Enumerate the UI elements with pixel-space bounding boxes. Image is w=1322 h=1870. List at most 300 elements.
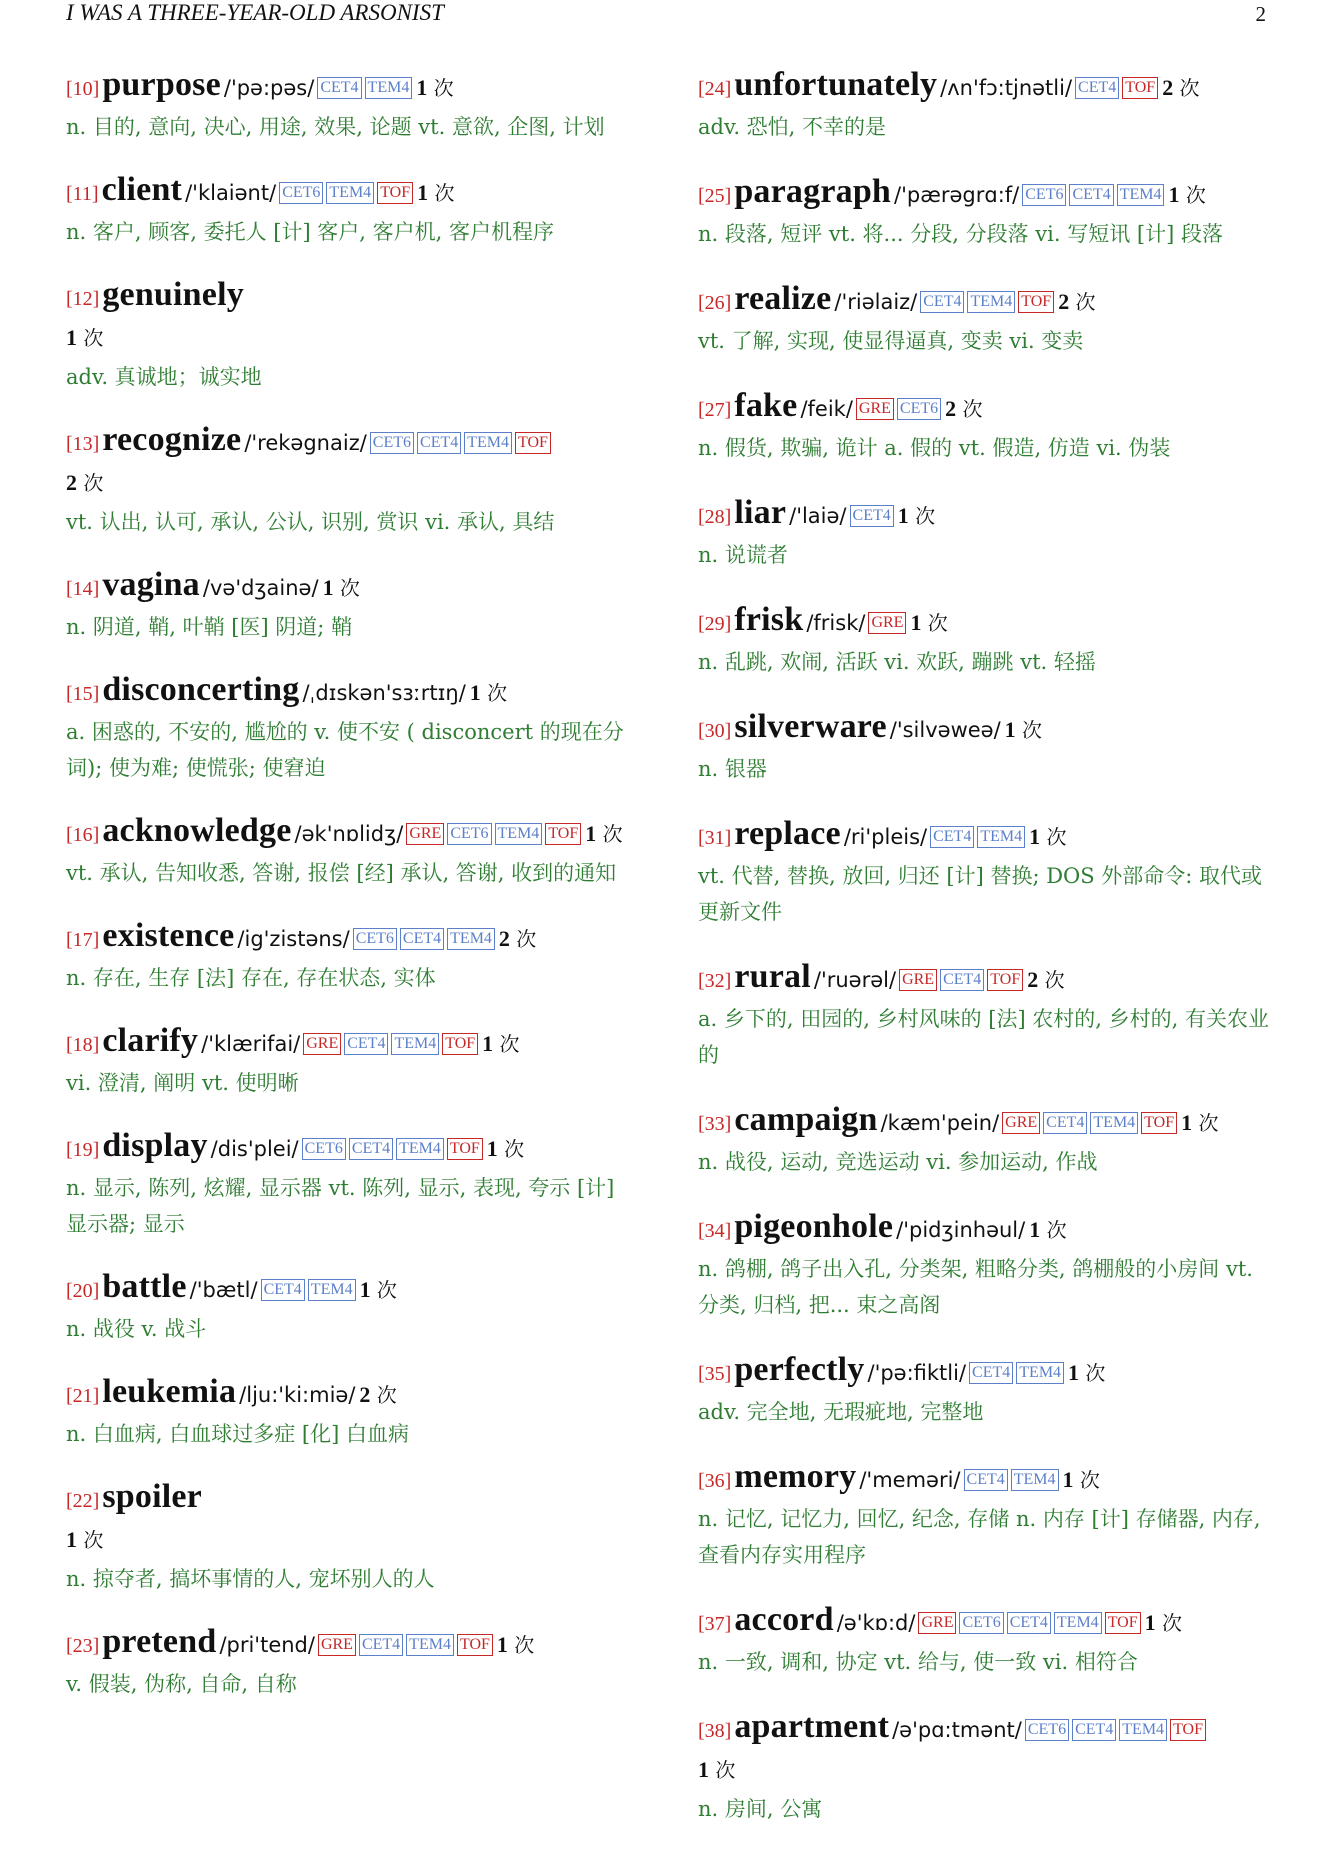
- count-unit: 次: [333, 576, 360, 600]
- count-unit: 次: [77, 1528, 104, 1552]
- occurrence-count: [359, 1383, 396, 1407]
- entry-headline: [66, 276, 636, 319]
- vocab-entry: [66, 812, 636, 891]
- count-unit: 次: [956, 397, 983, 421]
- count-unit: 次: [908, 504, 936, 528]
- entry-headline: [66, 1478, 636, 1521]
- count-unit: 次: [509, 927, 537, 951]
- exam-tag-gre: GRE: [303, 1033, 341, 1055]
- count-unit: 次: [1155, 1611, 1182, 1635]
- headword: acknowledge: [102, 812, 292, 849]
- entry-headline: [698, 1708, 1270, 1751]
- exam-tag-cet4: CET4: [359, 1634, 403, 1656]
- entry-headline: [66, 1127, 636, 1170]
- count-unit: 次: [921, 611, 948, 635]
- vocab-entry: [698, 815, 1270, 930]
- vocab-entry: [698, 1601, 1270, 1680]
- entry-index: [16]: [66, 824, 100, 846]
- entry-headline: [698, 1458, 1270, 1501]
- count-unit: 次: [1173, 76, 1200, 100]
- vocab-entry: [66, 1022, 636, 1101]
- exam-tag-cet6: CET6: [302, 1138, 346, 1160]
- count-number: 1: [698, 1757, 709, 1782]
- count-number: 1: [322, 575, 334, 600]
- exam-tag-tem4: TEM4: [391, 1033, 439, 1055]
- right-column: [698, 66, 1270, 1855]
- entry-headline: [66, 1268, 636, 1311]
- exam-tag-tof: TOF: [457, 1634, 493, 1656]
- pronunciation: /'riəlaiz/: [834, 290, 918, 314]
- entry-headline: [66, 171, 636, 214]
- count-number: 1: [897, 503, 909, 528]
- exam-tag-cet4: CET4: [964, 1469, 1008, 1491]
- vocab-entry: [698, 66, 1270, 145]
- count-number: 1: [585, 821, 597, 846]
- count-number: 2: [498, 926, 510, 951]
- exam-tag-tem4: TEM4: [967, 291, 1015, 313]
- definition: vt. 代替, 替换, 放回, 归还 [计] 替换; DOS 外部命令: 取代或更新文件: [698, 864, 1263, 924]
- exam-tag-cet4: CET4: [1069, 184, 1113, 206]
- pronunciation: /kæm'pein/: [880, 1111, 1000, 1135]
- exam-tag-cet6: CET6: [897, 398, 941, 420]
- exam-tag-tem4: TEM4: [464, 432, 512, 454]
- count-number: 1: [1029, 1217, 1041, 1242]
- pronunciation: /ig'zistəns/: [237, 927, 350, 951]
- occurrence-count: [416, 76, 453, 100]
- vocab-entry: [66, 917, 636, 996]
- vocab-entry: [698, 1208, 1270, 1323]
- occurrence-count: [1027, 968, 1064, 992]
- exam-tag-cet6: CET6: [370, 432, 414, 454]
- exam-tag-tof: TOF: [377, 182, 413, 204]
- exam-tag-tem4: TEM4: [396, 1138, 444, 1160]
- count-unit: 次: [497, 1137, 525, 1161]
- count-unit: 次: [507, 1633, 535, 1657]
- exam-tag-gre: GRE: [1002, 1112, 1040, 1134]
- exam-tag-tof: TOF: [1105, 1612, 1141, 1634]
- pronunciation: /'klærifai/: [201, 1032, 301, 1056]
- exam-tag-tof: TOF: [515, 432, 551, 454]
- vocab-entry: [66, 1373, 636, 1452]
- definition: n. 记忆, 记忆力, 回忆, 纪念, 存储 n. 内存 [计] 存储器, 内存, 查看内存实用程序: [698, 1507, 1261, 1567]
- left-column: [66, 66, 636, 1728]
- entry-index: [12]: [66, 288, 100, 310]
- occurrence-count: [66, 326, 103, 350]
- occurrence-count: [1181, 1111, 1218, 1135]
- exam-tag-cet4: CET4: [400, 928, 444, 950]
- count-number: 1: [469, 680, 481, 705]
- headword: accord: [734, 1601, 834, 1638]
- occurrence-count: [470, 681, 507, 705]
- exam-tag-tof: TOF: [1122, 77, 1158, 99]
- entry-index: [21]: [66, 1385, 100, 1407]
- headword: apartment: [734, 1708, 890, 1745]
- definition: n. 存在, 生存 [法] 存在, 存在状态, 实体: [66, 966, 436, 990]
- vocab-entry: [698, 1101, 1270, 1180]
- entry-index: [14]: [66, 578, 100, 600]
- page-number: 2: [1255, 2, 1266, 26]
- count-number: 1: [482, 1031, 494, 1056]
- exam-tag-cet4: CET4: [1075, 77, 1119, 99]
- count-number: 2: [1162, 75, 1174, 100]
- definition: n. 银器: [698, 757, 767, 781]
- headword: battle: [102, 1268, 187, 1305]
- vocab-entry: [66, 171, 636, 250]
- exam-tag-cet4: CET4: [920, 291, 964, 313]
- exam-tag-cet6: CET6: [353, 928, 397, 950]
- count-number: 1: [1181, 1110, 1193, 1135]
- pronunciation: /ri'pleis/: [843, 825, 928, 849]
- count-unit: 次: [480, 681, 508, 705]
- entry-headline: [66, 812, 636, 855]
- entry-headline: [66, 1373, 636, 1416]
- count-unit: 次: [1015, 718, 1043, 742]
- exam-tag-gre: GRE: [899, 969, 937, 991]
- pronunciation: /'pə:fiktli/: [867, 1361, 967, 1385]
- headword: campaign: [734, 1101, 878, 1138]
- vocab-entry: [66, 1478, 636, 1597]
- definition: a. 困惑的, 不安的, 尴尬的 v. 使不安 ( disconcert 的现在分词); 使为难; 使慌张; 使窘迫: [66, 720, 624, 780]
- exam-tag-tem4: TEM4: [977, 826, 1025, 848]
- occurrence-count: [66, 471, 103, 495]
- pronunciation: /lju:'ki:miə/: [239, 1383, 356, 1407]
- pronunciation: /ˌdɪskən'sɜːrtɪŋ/: [302, 681, 466, 705]
- definition: vt. 承认, 告知收悉, 答谢, 报偿 [经] 承认, 答谢, 收到的通知: [66, 861, 617, 885]
- pronunciation: /'meməri/: [859, 1468, 961, 1492]
- exam-tag-cet4: CET4: [1072, 1719, 1116, 1741]
- definition: n. 战役 v. 战斗: [66, 1317, 207, 1341]
- entry-headline: [698, 815, 1270, 858]
- vocab-entry: [698, 173, 1270, 252]
- count-number: 2: [66, 470, 77, 495]
- headword: silverware: [734, 708, 887, 745]
- vocab-entry: [698, 601, 1270, 680]
- count-unit: 次: [1192, 1111, 1219, 1135]
- definition: n. 一致, 调和, 协定 vt. 给与, 使一致 vi. 相符合: [698, 1650, 1138, 1674]
- definition: n. 鸽棚, 鸽子出入孔, 分类架, 粗略分类, 鸽棚般的小房间 vt. 分类, 归档, 把... 束之高阁: [698, 1257, 1253, 1317]
- exam-tag-tem4: TEM4: [406, 1634, 454, 1656]
- count-number: 1: [66, 1527, 77, 1552]
- entry-index: [28]: [698, 506, 732, 528]
- exam-tag-tem4: TEM4: [1117, 184, 1165, 206]
- definition: vt. 认出, 认可, 承认, 公认, 识别, 赏识 vi. 承认, 具结: [66, 510, 555, 534]
- exam-tag-cet4: CET4: [417, 432, 461, 454]
- exam-tag-tof: TOF: [1018, 291, 1054, 313]
- count-number: 1: [1144, 1610, 1156, 1635]
- entry-headline: [66, 66, 636, 109]
- occurrence-count: [360, 1278, 397, 1302]
- entry-headline: [698, 1601, 1270, 1644]
- occurrence-count: [417, 181, 454, 205]
- exam-tag-tem4: TEM4: [1090, 1112, 1138, 1134]
- vocab-entry: [66, 1127, 636, 1242]
- entry-index: [17]: [66, 929, 100, 951]
- headword: perfectly: [734, 1351, 865, 1388]
- running-head-title: I WAS A THREE-YEAR-OLD ARSONIST: [66, 0, 444, 25]
- count-number: 2: [1058, 289, 1070, 314]
- count-number: 1: [1029, 824, 1041, 849]
- entry-index: [29]: [698, 613, 732, 635]
- count-number: 2: [359, 1382, 371, 1407]
- count-number: 1: [416, 75, 428, 100]
- headword: display: [102, 1127, 208, 1164]
- pronunciation: /dis'plei/: [210, 1137, 299, 1161]
- exam-tag-tof: TOF: [1141, 1112, 1177, 1134]
- entry-headline: [698, 173, 1270, 216]
- vocab-entry: [66, 421, 636, 540]
- occurrence-count: [482, 1032, 519, 1056]
- count-unit: 次: [1040, 825, 1067, 849]
- definition: adv. 完全地, 无瑕疵地, 完整地: [698, 1400, 984, 1424]
- entry-index: [18]: [66, 1034, 100, 1056]
- count-number: 1: [417, 180, 429, 205]
- vocab-entry: [698, 1351, 1270, 1430]
- definition: n. 目的, 意向, 决心, 用途, 效果, 论题 vt. 意欲, 企图, 计划: [66, 115, 605, 139]
- pronunciation: /ə'kɒ:d/: [836, 1611, 916, 1635]
- entry-index: [15]: [66, 683, 100, 705]
- count-number: 1: [1004, 717, 1016, 742]
- exam-tag-tof: TOF: [987, 969, 1023, 991]
- entry-index: [30]: [698, 720, 732, 742]
- pronunciation: /'pə:pəs/: [223, 76, 315, 100]
- exam-tag-cet4: CET4: [261, 1279, 305, 1301]
- entry-headline: [698, 601, 1270, 644]
- count-number: 1: [1068, 1360, 1080, 1385]
- occurrence-count: [1063, 1468, 1100, 1492]
- exam-tag-tem4: TEM4: [365, 77, 413, 99]
- pronunciation: /feik/: [800, 397, 853, 421]
- count-number: 1: [359, 1277, 371, 1302]
- pronunciation: /'laiə/: [789, 504, 847, 528]
- exam-tag-tof: TOF: [545, 823, 581, 845]
- entry-headline: [698, 708, 1270, 751]
- entry-headline: [66, 1022, 636, 1065]
- entry-index: [27]: [698, 399, 732, 421]
- definition: adv. 恐怕, 不幸的是: [698, 115, 887, 139]
- entry-headline: [698, 66, 1270, 109]
- occurrence-count: [1162, 76, 1199, 100]
- count-line: [698, 1751, 1270, 1791]
- entry-index: [31]: [698, 827, 732, 849]
- occurrence-count: [1145, 1611, 1182, 1635]
- definition: n. 假货, 欺骗, 诡计 a. 假的 vt. 假造, 仿造 vi. 伪装: [698, 436, 1171, 460]
- entry-headline: [698, 387, 1270, 430]
- count-number: 1: [1168, 182, 1180, 207]
- occurrence-count: [1005, 718, 1042, 742]
- headword: pretend: [102, 1623, 217, 1660]
- headword: pigeonhole: [734, 1208, 894, 1245]
- entry-headline: [698, 958, 1270, 1001]
- pronunciation: /'rekəgnaiz/: [244, 431, 367, 455]
- definition: n. 乱跳, 欢闹, 活跃 vi. 欢跃, 蹦跳 vt. 轻摇: [698, 650, 1096, 674]
- definition: vi. 澄清, 阐明 vt. 使明晰: [66, 1071, 299, 1095]
- exam-tag-gre: GRE: [868, 612, 906, 634]
- exam-tag-cet4: CET4: [344, 1033, 388, 1055]
- occurrence-count: [698, 1758, 735, 1782]
- exam-tag-cet6: CET6: [447, 823, 491, 845]
- headword: leukemia: [102, 1373, 237, 1410]
- count-number: 1: [486, 1136, 498, 1161]
- count-number: 1: [910, 610, 922, 635]
- entry-headline: [66, 421, 636, 464]
- headword: spoiler: [102, 1478, 202, 1515]
- definition: n. 战役, 运动, 竞选运动 vi. 参加运动, 作战: [698, 1150, 1098, 1174]
- vocab-entry: [66, 566, 636, 645]
- entry-index: [11]: [66, 183, 99, 205]
- entry-index: [25]: [698, 185, 732, 207]
- entry-index: [19]: [66, 1139, 100, 1161]
- count-unit: 次: [428, 181, 455, 205]
- count-number: 2: [1027, 967, 1039, 992]
- exam-tag-tof: TOF: [442, 1033, 478, 1055]
- entry-index: [35]: [698, 1363, 732, 1385]
- definition: v. 假装, 伪称, 自命, 自称: [66, 1672, 297, 1696]
- entry-headline: [698, 280, 1270, 323]
- pronunciation: /frisk/: [806, 611, 866, 635]
- exam-tag-tem4: TEM4: [1119, 1719, 1167, 1741]
- vocab-entry: [698, 494, 1270, 573]
- count-unit: 次: [77, 471, 104, 495]
- occurrence-count: [1029, 825, 1066, 849]
- occurrence-count: [898, 504, 935, 528]
- definition: adv. 真诚地；诚实地: [66, 365, 262, 389]
- exam-tag-gre: GRE: [856, 398, 894, 420]
- headword: vagina: [102, 566, 200, 603]
- entry-headline: [66, 917, 636, 960]
- vocab-entry: [66, 66, 636, 145]
- definition: n. 说谎者: [698, 543, 788, 567]
- count-unit: 次: [596, 822, 623, 846]
- entry-index: [20]: [66, 1280, 100, 1302]
- headword: memory: [734, 1458, 857, 1495]
- entry-index: [38]: [698, 1720, 732, 1742]
- definition: n. 段落, 短评 vt. 将... 分段, 分段落 vi. 写短讯 [计] 段落: [698, 222, 1223, 246]
- exam-tag-cet6: CET6: [279, 182, 323, 204]
- headword: fake: [734, 387, 798, 424]
- entry-headline: [698, 1208, 1270, 1251]
- exam-tag-tem4: TEM4: [1016, 1362, 1064, 1384]
- count-number: 1: [1062, 1467, 1074, 1492]
- headword: genuinely: [102, 276, 244, 313]
- exam-tag-tem4: TEM4: [1054, 1612, 1102, 1634]
- occurrence-count: [945, 397, 982, 421]
- vocab-entry: [66, 1268, 636, 1347]
- occurrence-count: [323, 576, 360, 600]
- entry-headline: [66, 1623, 636, 1666]
- exam-tag-cet4: CET4: [850, 505, 894, 527]
- definition: n. 客户, 顾客, 委托人 [计] 客户, 客户机, 客户机程序: [66, 220, 555, 244]
- headword: unfortunately: [734, 66, 938, 103]
- vocab-entry: [698, 958, 1270, 1073]
- pronunciation: /ə'pɑ:tmənt/: [892, 1718, 1022, 1742]
- headword: recognize: [102, 421, 242, 458]
- count-unit: 次: [493, 1032, 520, 1056]
- count-line: [66, 1521, 636, 1561]
- occurrence-count: [585, 822, 622, 846]
- headword: client: [101, 171, 183, 208]
- exam-tag-tem4: TEM4: [308, 1279, 356, 1301]
- vocab-entry: [698, 280, 1270, 359]
- occurrence-count: [910, 611, 947, 635]
- definition: n. 白血病, 白血球过多症 [化] 白血病: [66, 1422, 409, 1446]
- occurrence-count: [1029, 1218, 1066, 1242]
- definition: a. 乡下的, 田园的, 乡村风味的 [法] 农村的, 乡村的, 有关农业的: [698, 1007, 1270, 1067]
- vocab-entry: [698, 1708, 1270, 1827]
- exam-tag-gre: GRE: [318, 1634, 356, 1656]
- count-unit: 次: [370, 1278, 397, 1302]
- entry-index: [22]: [66, 1490, 100, 1512]
- exam-tag-tem4: TEM4: [495, 823, 543, 845]
- count-unit: 次: [1069, 290, 1096, 314]
- count-line: [66, 319, 636, 359]
- exam-tag-cet4: CET4: [1043, 1112, 1087, 1134]
- exam-tag-cet6: CET6: [1022, 184, 1066, 206]
- occurrence-count: [497, 1633, 534, 1657]
- entry-headline: [698, 1351, 1270, 1394]
- exam-tag-gre: GRE: [406, 823, 444, 845]
- count-unit: 次: [77, 326, 104, 350]
- exam-tag-cet6: CET6: [959, 1612, 1003, 1634]
- count-unit: 次: [709, 1758, 736, 1782]
- entry-index: [36]: [698, 1470, 732, 1492]
- entry-headline: [698, 1101, 1270, 1144]
- exam-tag-gre: GRE: [918, 1612, 956, 1634]
- definition: n. 显示, 陈列, 炫耀, 显示器 vt. 陈列, 显示, 表现, 夸示 [计] 显示器; 显示: [66, 1176, 615, 1236]
- vocab-entry: [66, 671, 636, 786]
- headword: existence: [102, 917, 235, 954]
- entry-index: [13]: [66, 433, 100, 455]
- headword: disconcerting: [102, 671, 300, 708]
- count-line: [66, 464, 636, 504]
- vocab-entry: [66, 1623, 636, 1702]
- definition: n. 掠夺者, 搞坏事情的人, 宠坏别人的人: [66, 1567, 435, 1591]
- vocab-entry: [698, 1458, 1270, 1573]
- occurrence-count: [1168, 183, 1205, 207]
- headword: rural: [734, 958, 811, 995]
- occurrence-count: [1068, 1361, 1105, 1385]
- entry-index: [10]: [66, 78, 100, 100]
- headword: purpose: [102, 66, 221, 103]
- exam-tag-tem4: TEM4: [326, 182, 374, 204]
- exam-tag-cet4: CET4: [930, 826, 974, 848]
- pronunciation: /ʌn'fɔ:tjnətli/: [940, 76, 1073, 100]
- count-unit: 次: [1073, 1468, 1100, 1492]
- headword: realize: [734, 280, 832, 317]
- count-unit: 次: [427, 76, 454, 100]
- exam-tag-tof: TOF: [1170, 1719, 1206, 1741]
- vocab-entry: [66, 276, 636, 395]
- count-unit: 次: [1079, 1361, 1106, 1385]
- entry-index: [34]: [698, 1220, 732, 1242]
- entry-index: [37]: [698, 1613, 732, 1635]
- occurrence-count: [1058, 290, 1095, 314]
- pronunciation: /'klaiənt/: [185, 181, 277, 205]
- exam-tag-tem4: TEM4: [447, 928, 495, 950]
- headword: liar: [734, 494, 787, 531]
- vocab-entry: [698, 708, 1270, 787]
- occurrence-count: [66, 1528, 103, 1552]
- entry-index: [23]: [66, 1635, 100, 1657]
- count-number: 2: [945, 396, 957, 421]
- definition: vt. 了解, 实现, 使显得逼真, 变卖 vi. 变卖: [698, 329, 1084, 353]
- exam-tag-cet4: CET4: [940, 969, 984, 991]
- exam-tag-tem4: TEM4: [1011, 1469, 1059, 1491]
- count-number: 1: [496, 1632, 508, 1657]
- definition: n. 阴道, 鞘, 叶鞘 [医] 阴道; 鞘: [66, 615, 353, 639]
- headword: paragraph: [734, 173, 892, 210]
- headword: clarify: [102, 1022, 199, 1059]
- pronunciation: /'pidʒinhəul/: [896, 1218, 1026, 1242]
